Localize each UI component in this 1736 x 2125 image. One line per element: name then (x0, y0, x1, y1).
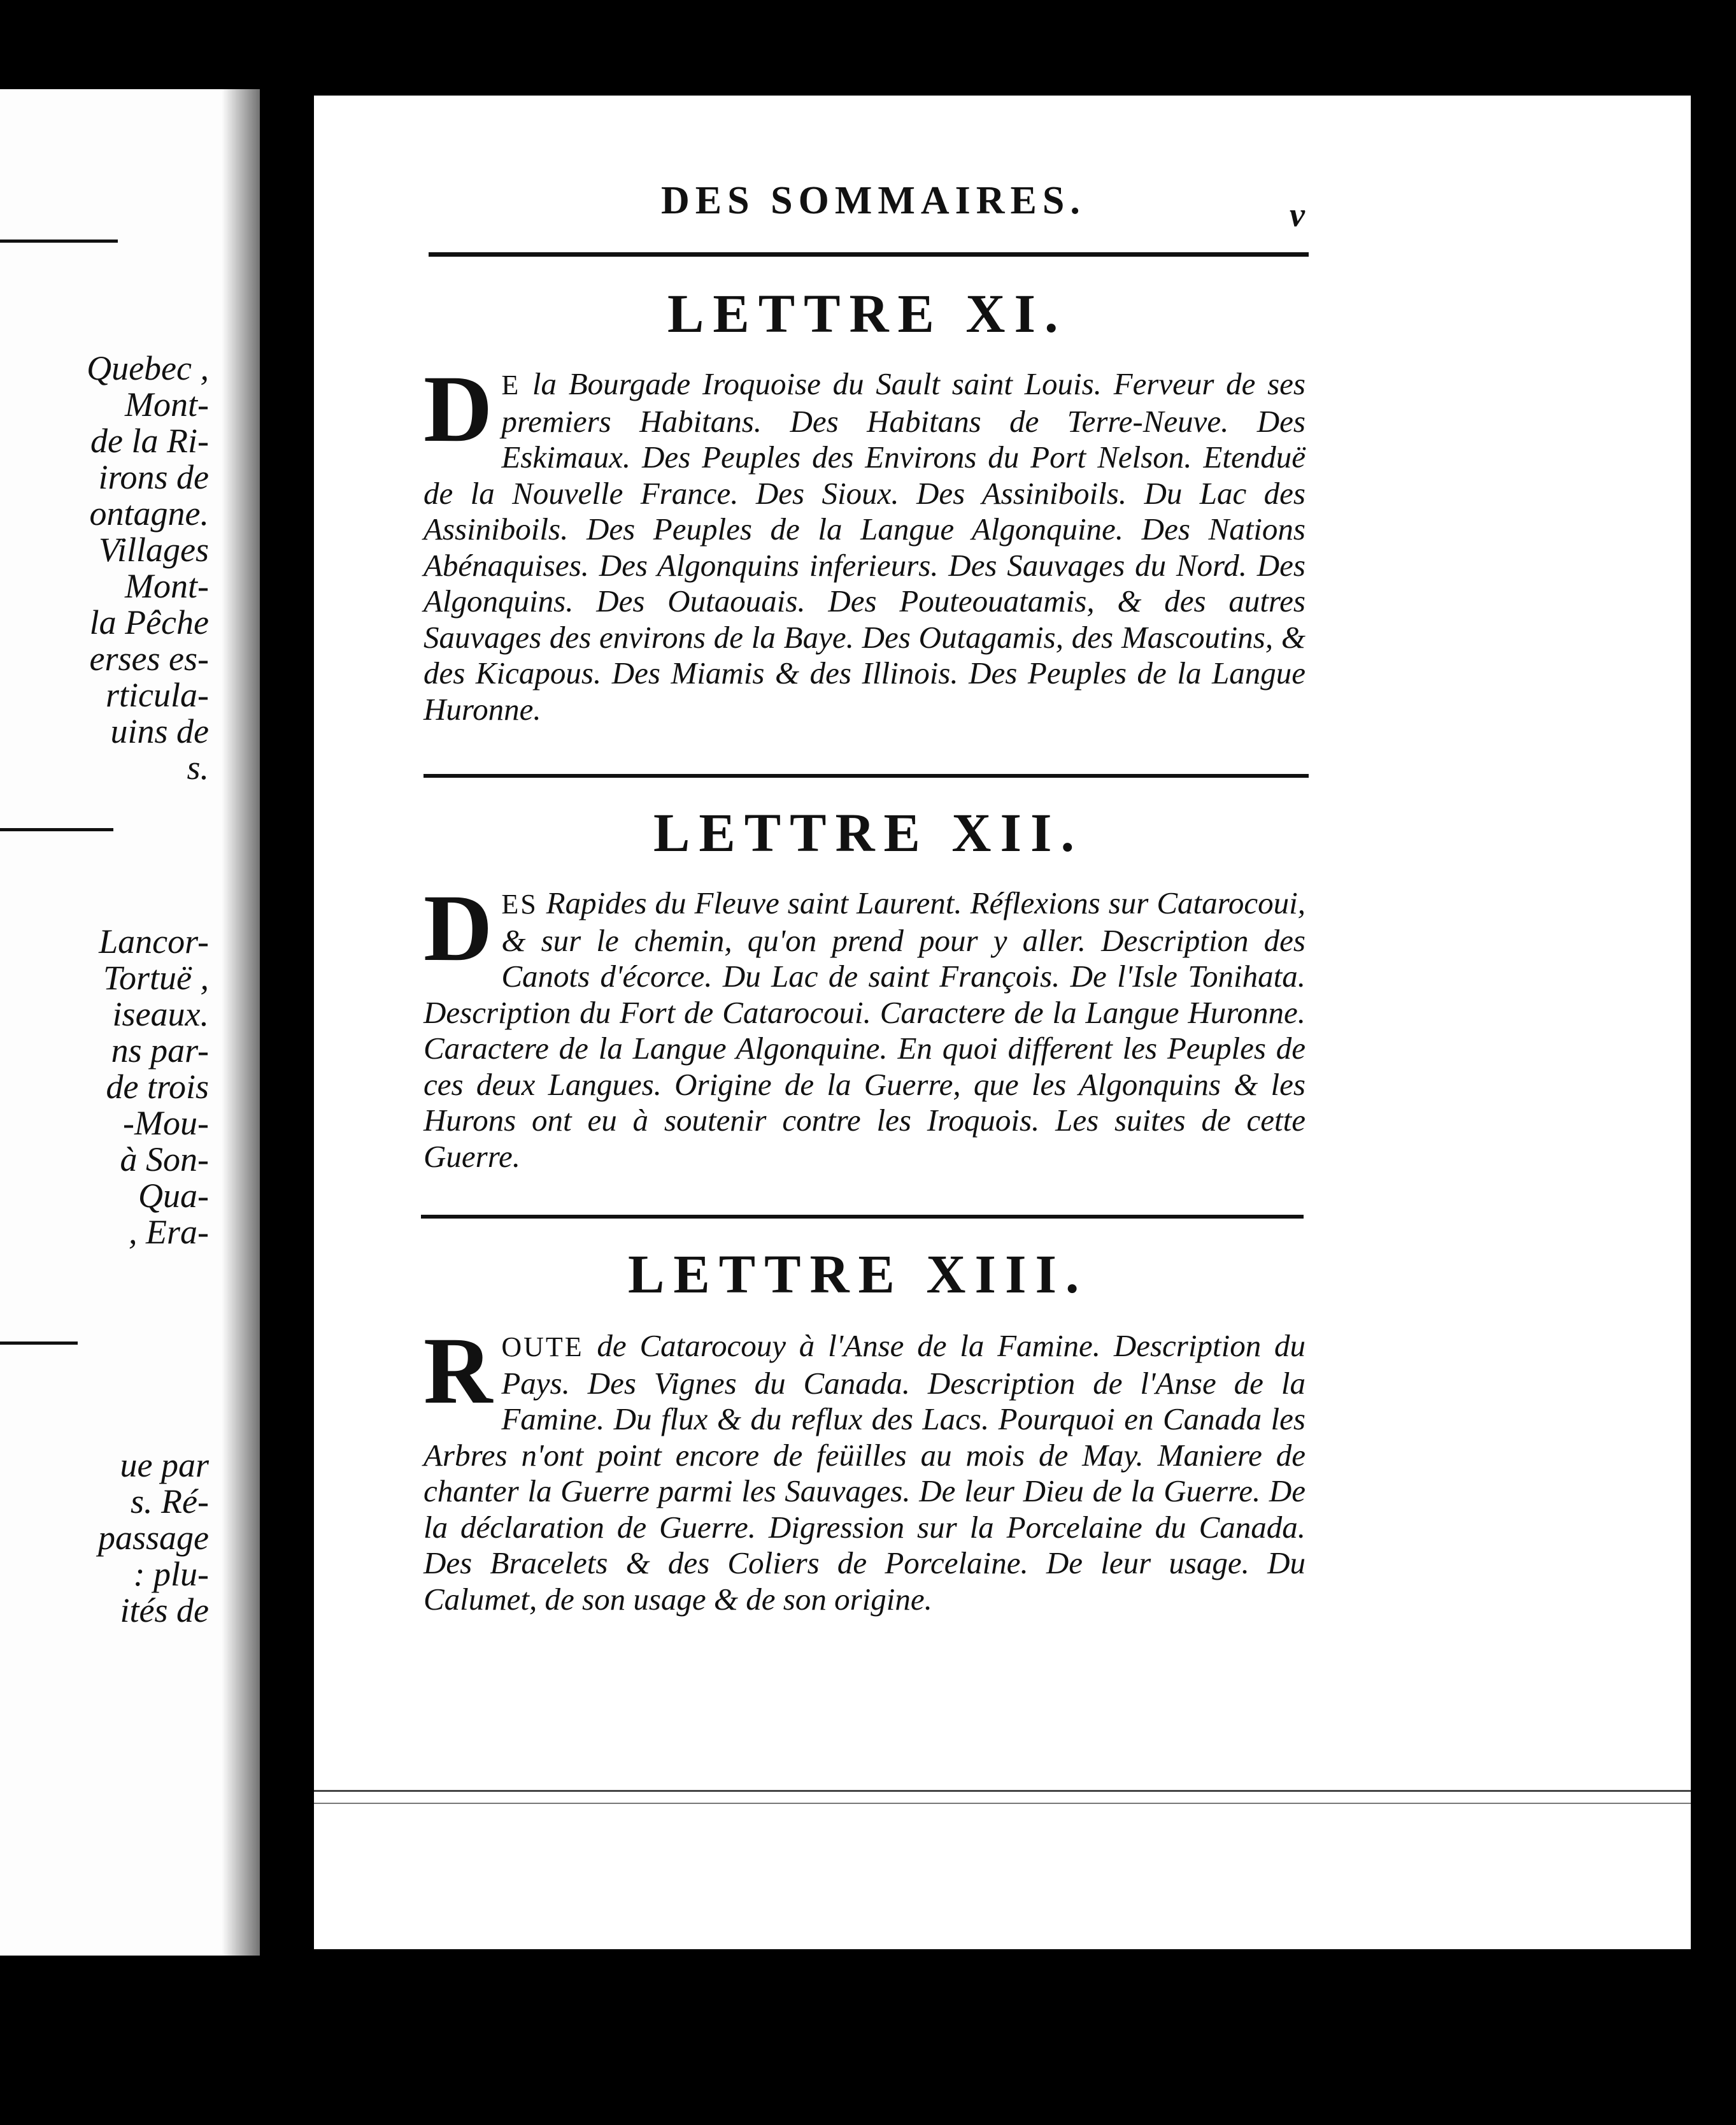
left-line: Tortuë , (103, 959, 209, 997)
left-rule-middle (0, 828, 113, 831)
main-page (314, 96, 1691, 1949)
left-line: de la Ri- (90, 422, 209, 460)
left-line: Qua- (138, 1177, 209, 1215)
lead-letters: OUTE (501, 1331, 584, 1363)
drop-cap: R (423, 1318, 493, 1424)
left-text-block-2 (99, 924, 209, 1250)
left-line: -Mou- (123, 1104, 209, 1142)
left-rule-top (0, 240, 118, 243)
left-line: ns par- (111, 1031, 209, 1070)
lead-letters: ES (501, 889, 538, 920)
page-number: v (1290, 196, 1305, 234)
running-head: DES SOMMAIRES. (661, 179, 1086, 222)
left-line: à Son- (120, 1140, 209, 1178)
left-line: s. (187, 748, 209, 787)
left-text-block-3 (98, 1447, 209, 1629)
rule-divider (423, 774, 1309, 778)
book-gutter (260, 89, 314, 1949)
left-line: la Pêche (89, 603, 209, 641)
left-line: erses es- (89, 640, 209, 678)
lead-letters: E (501, 369, 521, 401)
gutter-shadow (222, 89, 260, 1956)
left-line: Lancor- (99, 922, 209, 961)
letter-summary (423, 356, 1306, 727)
left-rule-lower (0, 1342, 78, 1345)
letter-summary (423, 875, 1306, 1175)
left-line: ités de (120, 1591, 209, 1629)
rule-divider (421, 1215, 1304, 1219)
summary-text: de Catarocouy à l'Anse de la Famine. Description du Pays. Des Vignes du Canada. Description de l'Anse de la Famine. Du flux & du reflux des Lacs. Pourquoi en Canada les Arbres n'ont point encore de feüilles au mois de May. Maniere de chanter la Guerre parmi les Sauvages. De leur Dieu de la Guerre. De la déclaration de Guerre. Digression sur la Porcelaine du Canada. Des Bracelets & des Coliers de Porcelaine. De leur usage. Du Calumet, de son usage & de son origine. (423, 1328, 1306, 1617)
rule-top (429, 252, 1309, 257)
letter-heading: LETTRE XIII. (628, 1243, 1088, 1305)
left-line: rticula- (106, 676, 209, 714)
letter-heading: LETTRE XI. (667, 283, 1067, 344)
summary-text: la Bourgade Iroquoise du Sault saint Louis. Ferveur de ses premiers Habitans. Des Habitans de Terre-Neuve. Des Eskimaux. Des Peuples des Environs du Port Nelson. Etenduë de la Nouvelle France. Des Sioux. Des Assiniboils. Du Lac des Assiniboils. Des Peuples de la Langue Algonquine. Des Nations Abénaquises. Des Algonquins inferieurs. Des Sauvages du Nord. Des Algonquins. Des Outaouais. Des Pouteouatamis, & des autres Sauvages des environs de la Baye. Des Outagamis, des Mascoutins, & des Kicapous. Des Miamis & des Illinois. Des Peuples de la Langue Huronne. (423, 366, 1306, 727)
scan-edge-line (314, 1803, 1691, 1804)
summary-text: Rapides du Fleuve saint Laurent. Réflexions sur Catarocoui, & sur le chemin, qu'on prend pour y aller. Description des Canots d'écorce. Du Lac de saint François. De l'Isle Tonihata. Description du Fort de Catarocoui. Caractere de la Langue Huronne. Caractere de la Langue Algonquine. En quoi different les Peuples de ces deux Langues. Origine de la Guerre, que les Algonquins & les Hurons ont eu à soutenir contre les Iroquois. Les suites de cette Guerre. (423, 885, 1306, 1174)
left-line: Mont- (125, 385, 209, 424)
left-line: Mont- (125, 567, 209, 605)
left-line: irons de (98, 458, 209, 496)
left-line: passage (98, 1519, 209, 1557)
scan-edge-line (314, 1790, 1691, 1792)
left-line: : plu- (133, 1555, 209, 1593)
left-facing-page (0, 89, 260, 1956)
left-line: Quebec , (87, 349, 209, 387)
left-text-block-1 (87, 350, 209, 786)
left-line: s. Ré- (131, 1482, 209, 1520)
left-line: , Era- (129, 1213, 209, 1251)
left-line: uins de (110, 712, 209, 750)
drop-cap: D (423, 875, 493, 981)
left-line: de trois (106, 1068, 209, 1106)
left-line: iseaux. (112, 995, 209, 1033)
letter-heading: LETTRE XII. (653, 802, 1083, 863)
drop-cap: D (423, 356, 493, 462)
left-line: ue par (120, 1446, 209, 1484)
letter-summary (423, 1318, 1306, 1617)
left-line: Villages (99, 531, 209, 569)
left-line: ontagne. (89, 494, 209, 533)
